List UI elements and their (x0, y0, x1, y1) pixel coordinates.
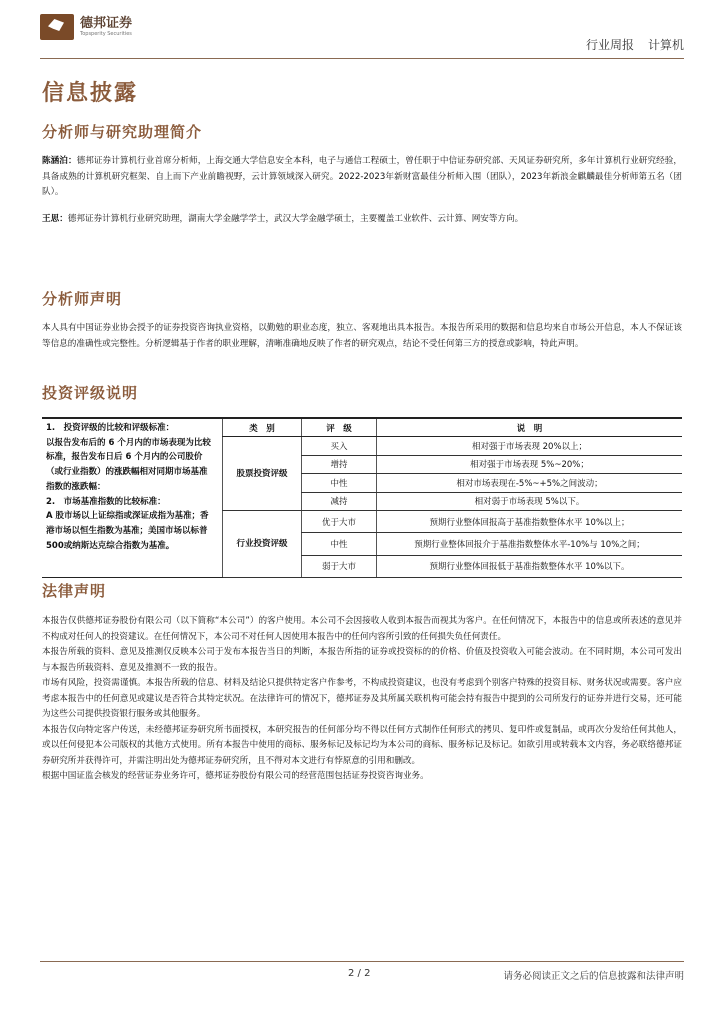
analyst2-bio: 德邦证券计算机行业研究助理，湖南大学金融学学士，武汉大学金融学硕士，主要覆盖工业软件、云计算、网安等方向。 (67, 214, 524, 224)
logo-cn-text: 德邦证券 (80, 16, 133, 31)
col-header-rating: 评 级 (302, 418, 377, 437)
rating-cell: 增持 (302, 455, 377, 474)
analyst1-paragraph (42, 154, 682, 201)
col-header-desc: 说 明 (377, 418, 683, 437)
company-logo (40, 14, 132, 40)
legal-paragraph-3: 市场有风险，投资需谨慎。本报告所载的信息、材料及结论只提供特定客户作参考，不构成投资建议，也没有考虑到个别客户特殊的投资目标、财务状况或需要。客户应考虑本报告中的任何意见或建议是否符合其特定状况。在法律许可的情况下，德邦证券及其所属关联机构可能会持有报告中提到的公司所发行的证券并进行交易，还可能为这些公司提供投资银行服务或其他服务。 (42, 678, 682, 719)
industry-name: 计算机 (647, 38, 684, 52)
criteria-title-1: 1. 投资评级的比较和评级标准： (46, 423, 175, 433)
legal-paragraph-4: 本报告仅向特定客户传送，未经德邦证券研究所书面授权，本研究报告的任何部分均不得以任何方式制作任何形式的拷贝、复印件或复制品，或再次分发给任何其他人，或以任何侵犯本公司版权的其他方式使用。所有本报告中使用的商标、服务标记及标记均为本公司的商标、服务标记及标记。如欲引用或转载本文内容，务必联络德邦证券研究所并获得许可，并需注明出处为德邦证券研究所，且不得对本文进行有悖原意的引用和删改。 (42, 724, 682, 766)
report-category (586, 36, 684, 53)
footer-note: 请务必阅读正文之后的信息披露和法律声明 (503, 971, 684, 982)
analyst2-name: 王思： (42, 214, 68, 224)
rating-cell: 中性 (302, 474, 377, 493)
page-header (0, 0, 724, 60)
desc-cell: 相对市场表现在-5%~+5%之间波动； (377, 474, 683, 493)
rating-cell: 减持 (302, 492, 377, 511)
desc-cell: 预期行业整体回报介于基准指数整体水平-10%与 10%之间； (377, 533, 683, 555)
desc-cell: 预期行业整体回报低于基准指数整体水平 10%以下。 (377, 555, 683, 577)
desc-cell: 相对强于市场表现 20%以上； (377, 437, 683, 456)
section-title: 信息披露 (42, 81, 139, 106)
analyst-statement-heading: 分析师声明 (42, 290, 123, 308)
desc-cell: 预期行业整体回报高于基准指数整体水平 10%以上； (377, 511, 683, 533)
analyst1-name: 陈涵泊： (42, 156, 77, 166)
rating-cell: 买入 (302, 437, 377, 456)
analyst1-bio: 德邦证券计算机行业首席分析师，上海交通大学信息安全本科，电子与通信工程硕士，曾任职于中信证券研究部、天风证券研究所，多年计算机行业研究经验，具备成熟的计算机研究框架、自上而下产业前瞻视野，云计算领域深入研究。2022-2023年新财富最佳分析师入围（团队），2023年新浪金麒麟最佳分析师第五名（团队）。 (42, 156, 682, 197)
rating-cell: 弱于大市 (302, 555, 377, 577)
desc-cell: 相对强于市场表现 5%~20%； (377, 455, 683, 474)
col-header-category: 类 别 (223, 418, 302, 437)
rating-criteria-cell (42, 418, 223, 578)
logo-icon (40, 14, 74, 40)
analyst-intro-heading: 分析师与研究助理简介 (42, 123, 203, 141)
legal-heading: 法律声明 (42, 582, 107, 600)
legal-paragraph-2: 本报告所载的资料、意见及推测仅反映本公司于发布本报告当日的判断，本报告所指的证券或投资标的的价格、价值及投资收入可能会波动。在不同时期，本公司可发出与本报告所载资料、意见及推测不一致的报告。 (42, 647, 682, 673)
rating-heading: 投资评级说明 (42, 384, 139, 402)
stock-category-cell: 股票投资评级 (223, 437, 302, 511)
report-type: 行业周报 (585, 38, 634, 52)
criteria-text-2: A 股市场以上证综指或深证成指为基准；香港市场以恒生指数为基准；美国市场以标普500或纳斯达克综合指数为基准。 (46, 511, 209, 551)
desc-cell: 相对弱于市场表现 5%以下。 (377, 492, 683, 511)
rating-cell: 优于大市 (302, 511, 377, 533)
legal-paragraph-5: 根据中国证监会核发的经营证券业务许可，德邦证券股份有限公司的经营范围包括证券投资咨询业务。 (42, 771, 429, 781)
legal-paragraph-1: 本报告仅供德邦证券股份有限公司（以下简称“本公司”）的客户使用。本公司不会因接收人收到本报告而视其为客户。在任何情况下，本报告中的信息或所表述的意见并不构成对任何人的投资建议。在任何情况下，本公司不对任何人因使用本报告中的任何内容所引致的任何损失负任何责任。 (42, 616, 682, 642)
rating-cell: 中性 (302, 533, 377, 555)
footer-divider (40, 961, 684, 962)
legal-text (42, 614, 682, 785)
industry-category-cell: 行业投资评级 (223, 511, 302, 578)
criteria-title-2: 2. 市场基准指数的比较标准： (46, 496, 166, 507)
rating-table (42, 417, 682, 578)
analyst2-paragraph (42, 212, 682, 228)
criteria-text-1: 以报告发布后的 6 个月内的市场表现为比较标准，报告发布日后 6 个月内的公司股价（或行业指数）的涨跌幅相对同期市场基准指数的涨跌幅： (46, 437, 211, 492)
analyst-statement-text: 本人具有中国证券业协会授予的证券投资咨询执业资格，以勤勉的职业态度，独立、客观地出具本报告。本报告所采用的数据和信息均来自市场公开信息，本人不保证该等信息的准确性或完整性。分析逻辑基于作者的职业理解，清晰准确地反映了作者的研究观点，结论不受任何第三方的授意或影响，特此声明。 (42, 323, 682, 349)
logo-en-text: Topsperity Securities (80, 31, 132, 37)
header-divider (40, 58, 684, 59)
page-number: 2 / 2 (348, 968, 371, 979)
